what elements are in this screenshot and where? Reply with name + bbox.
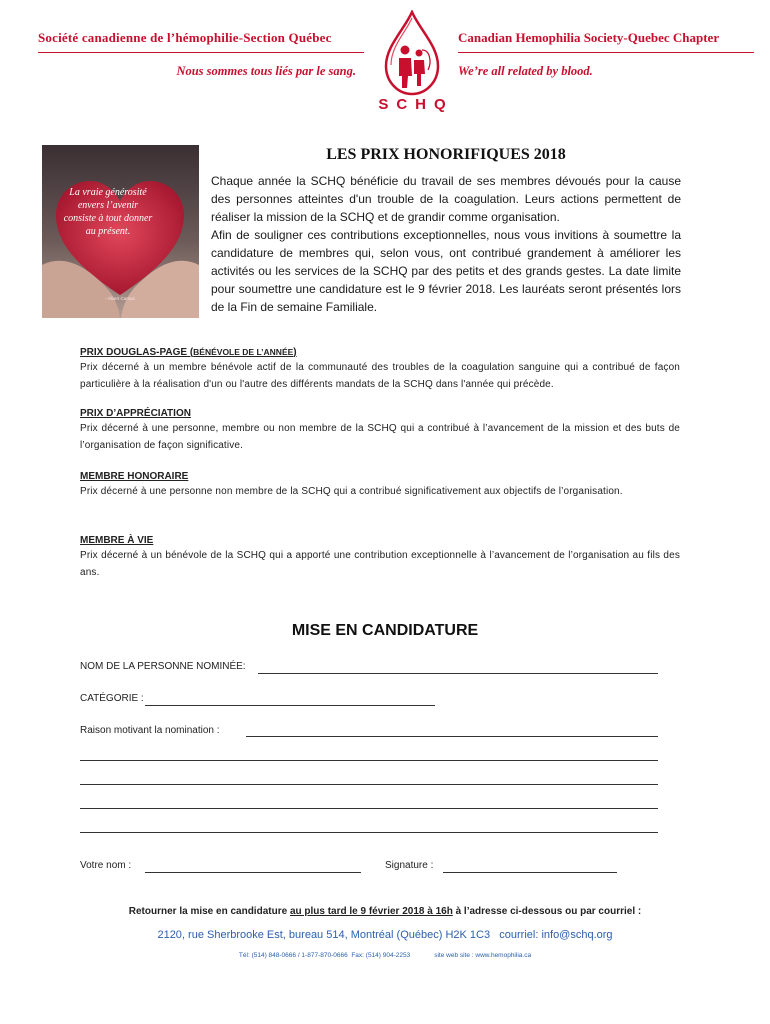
email-link[interactable]: courriel: info@schq.org (499, 929, 613, 941)
signature-field[interactable] (443, 872, 617, 873)
award-title: PRIX DOUGLAS-PAGE (BÉNÉVOLE DE L’ANNÉE) (80, 347, 297, 358)
logo-wordmark: SCHQ (378, 96, 454, 113)
award-honorary-member (80, 470, 680, 501)
award-title: PRIX D’APPRÉCIATION (80, 408, 191, 419)
reason-field-line-1[interactable] (246, 736, 658, 737)
header-rule-right (458, 52, 754, 53)
nominee-label: NOM DE LA PERSONNE NOMINÉE: (80, 661, 246, 672)
org-name-french: Société canadienne de l’hémophilie-Section Québec (38, 30, 332, 45)
award-description: Prix décerné à une personne non membre de la SCHQ qui a contribué significativement aux objectifs de l’organisation. (80, 486, 623, 497)
reason-field-line-3[interactable] (80, 784, 658, 785)
intro-text (211, 172, 681, 316)
deadline: au plus tard le 9 février 2018 à 16h (289, 906, 453, 917)
phone: Tél: (514) 848-0666 / 1-877-870-0666 (238, 952, 348, 959)
nominee-field[interactable] (258, 673, 658, 674)
award-appreciation (80, 407, 680, 454)
blood-drop-logo-icon (372, 10, 452, 98)
award-title: MEMBRE HONORAIRE (80, 471, 189, 482)
reason-label: Raison motivant la nomination : (80, 725, 220, 736)
award-description: Prix décerné à un bénévole de la SCHQ qui a apporté une contribution exceptionnelle à l’avancement de l’organisation au fils des ans. (80, 550, 680, 578)
return-instructions: Retourner la mise en candidature au plus tard le 9 février 2018 à 16h à l’adresse ci-dessous ou par courriel : (128, 906, 642, 917)
contact-info (60, 952, 710, 959)
intro-paragraph-2: Afin de souligner ces contributions exceptionnelles, nous vous invitions à soumettre la candidature de membres qui, selon vous, ont contribué grandement à améliorer les activités ou les services de la SCHQ par des petits et des grands gestes. La date limite pour soumettre une candidature est le 9 février 2018. Les lauréats seront présentés lors de la Fin de semaine Familiale. (211, 228, 681, 314)
reason-field-line-4[interactable] (80, 808, 658, 809)
intro-paragraph-1: Chaque année la SCHQ bénéficie du travail de ses membres dévoués pour la cause des personnes atteintes d'un trouble de la coagulation. Leurs actions permettent de réaliser la mission de la SCHQ et de grandir comme organisation. (211, 174, 681, 224)
your-name-label: Votre nom : (80, 860, 132, 871)
org-name-english: Canadian Hemophilia Society-Quebec Chapter (458, 30, 720, 45)
motto-french: Nous sommes tous liés par le sang. (176, 64, 356, 78)
mailing-address: 2120, rue Sherbrooke Est, bureau 514, Montréal (Québec) H2K 1C3 courriel: info@schq.org (157, 929, 613, 941)
page-title: LES PRIX HONORIFIQUES 2018 (326, 146, 566, 163)
award-description: Prix décerné à une personne, membre ou non membre de la SCHQ qui a contribué à l’avancement de la mission et des buts de l’organisation de façon significative. (80, 423, 680, 451)
motto-english: We’re all related by blood. (458, 64, 593, 78)
award-title: MEMBRE À VIE (80, 535, 154, 546)
fax: Fax: (514) 904-2253 (351, 952, 411, 959)
reason-field-line-5[interactable] (80, 832, 658, 833)
quote-text: La vraie générosité envers l’avenir consiste à tout donner au présent. (63, 187, 153, 237)
category-label: CATÉGORIE : (80, 693, 144, 704)
award-douglas-page (80, 345, 680, 393)
website-link[interactable]: site web site : www.hemophilia.ca (434, 952, 532, 959)
reason-field-line-2[interactable] (80, 760, 658, 761)
form-title: MISE EN CANDIDATURE (291, 622, 479, 639)
signature-label: Signature : (385, 860, 434, 871)
your-name-field[interactable] (145, 872, 361, 873)
quote-author: - Albert Camus (105, 296, 135, 301)
award-life-member (80, 534, 680, 581)
category-field[interactable] (145, 705, 435, 706)
header-rule-left (38, 52, 364, 53)
award-description: Prix décerné à un membre bénévole actif de la communauté des troubles de la coagulation sanguine qui a contribué de façon particulière à la réalisation d'un ou l'autre des différents mandats de la SCHQ dans l'année qui précède. (80, 362, 680, 390)
